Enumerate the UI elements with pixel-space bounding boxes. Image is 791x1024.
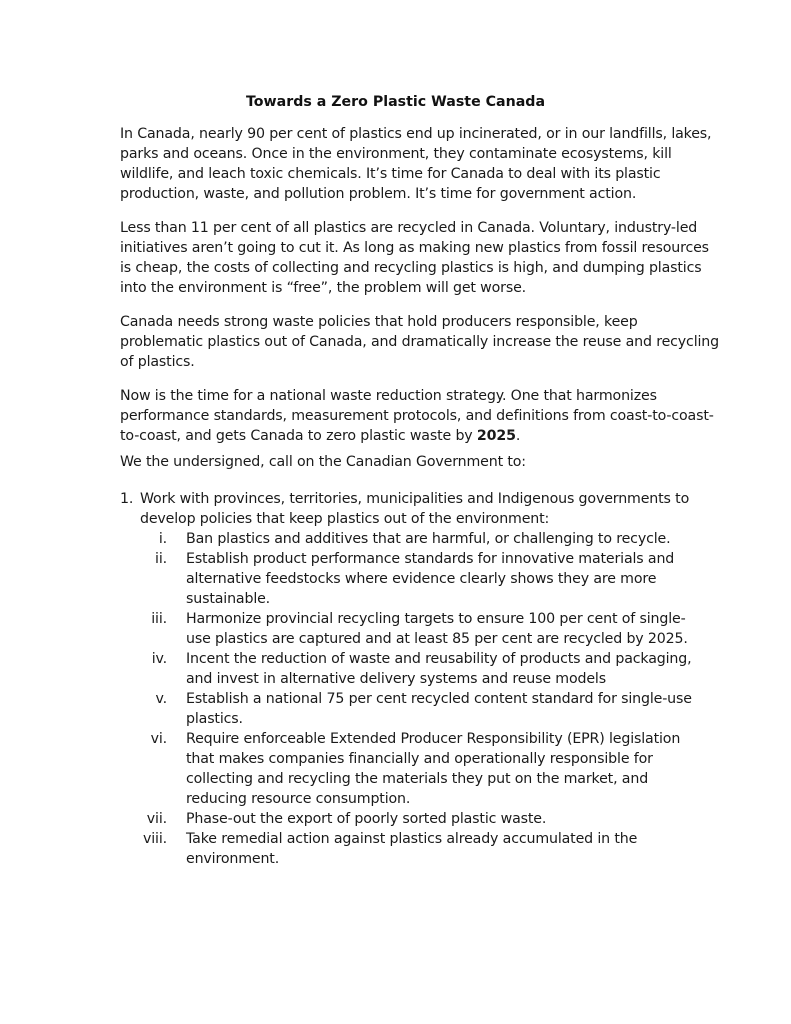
paragraph-text: Now is the time for a national waste reduction strategy. One that harmonizes performance standards, measurement protocols, and definitions from coast-to-coast-to-coast, and gets Canada to zero plastic waste by bbox=[120, 388, 714, 444]
roman-numeral: iv. bbox=[151, 651, 167, 667]
roman-numeral: vi. bbox=[150, 731, 167, 747]
paragraph-intro: In Canada, nearly 90 per cent of plastics end up incinerated, or in our landfills, lakes, parks and oceans. Once in the environment, they contaminate ecosystems, kill wildlife, and leach toxic chemicals. It’s time for Canada to deal with its plastic production, waste, and pollution problem. It’s time for government action. bbox=[120, 126, 712, 202]
roman-numeral: viii. bbox=[143, 831, 167, 847]
sub-item-text: Incent the reduction of waste and reusability of products and packaging, and invest in alternative delivery systems and reuse models bbox=[186, 651, 692, 687]
sub-item-text: Take remedial action against plastics already accumulated in the environment. bbox=[186, 831, 638, 867]
sub-list-item bbox=[120, 809, 706, 829]
sub-list-item bbox=[120, 649, 706, 689]
paragraph-waste-policies: Canada needs strong waste policies that hold producers responsible, keep problematic plastics out of Canada, and dramatically increase the reuse and recycling of plastics. bbox=[120, 314, 719, 370]
paragraph-call-to-action: We the undersigned, call on the Canadian Government to: bbox=[120, 454, 526, 470]
target-year: 2025 bbox=[476, 428, 516, 444]
sub-item-text: Establish product performance standards for innovative materials and alternative feedstocks where evidence clearly shows they are more sustainable. bbox=[186, 551, 675, 607]
roman-numeral: vii. bbox=[146, 811, 167, 827]
sub-list-item bbox=[120, 529, 706, 549]
paragraph-text-end: . bbox=[515, 428, 521, 444]
demands-list bbox=[120, 489, 720, 869]
sub-item-text: Harmonize provincial recycling targets to ensure 100 per cent of single-use plastics are captured and at least 85 per cent are recycled by 2025. bbox=[186, 611, 688, 647]
sub-list-item bbox=[120, 549, 706, 609]
roman-numeral: ii. bbox=[155, 551, 167, 567]
sub-list-item bbox=[120, 609, 706, 649]
list-item bbox=[120, 489, 720, 529]
roman-numeral: v. bbox=[155, 691, 167, 707]
sub-list-item bbox=[120, 729, 706, 809]
list-item-text: Work with provinces, territories, municipalities and Indigenous governments to develop policies that keep plastics out of the environment: bbox=[140, 491, 690, 527]
document-title: Towards a Zero Plastic Waste Canada bbox=[245, 94, 546, 110]
paragraph-national-strategy bbox=[120, 386, 720, 446]
list-number: 1. bbox=[120, 491, 134, 507]
sub-item-text: Ban plastics and additives that are harmful, or challenging to recycle. bbox=[186, 531, 671, 547]
sub-list-item bbox=[120, 689, 706, 729]
sub-item-text: Establish a national 75 per cent recycled content standard for single-use plastics. bbox=[186, 691, 692, 727]
sub-item-text: Phase-out the export of poorly sorted plastic waste. bbox=[186, 811, 547, 827]
sub-item-text: Require enforceable Extended Producer Responsibility (EPR) legislation that makes companies financially and operationally responsible for collecting and recycling the materials they put on the market, and reducing resource consumption. bbox=[186, 731, 681, 807]
paragraph-recycling-rate: Less than 11 per cent of all plastics are recycled in Canada. Voluntary, industry-led initiatives aren’t going to cut it. As long as making new plastics from fossil resources is cheap, the costs of collecting and recycling plastics is high, and dumping plastics into the environment is “free”, the problem will get worse. bbox=[120, 220, 709, 296]
roman-numeral: iii. bbox=[151, 611, 167, 627]
roman-numeral: i. bbox=[158, 531, 167, 547]
sub-list bbox=[120, 529, 720, 869]
sub-list-item bbox=[120, 829, 706, 869]
